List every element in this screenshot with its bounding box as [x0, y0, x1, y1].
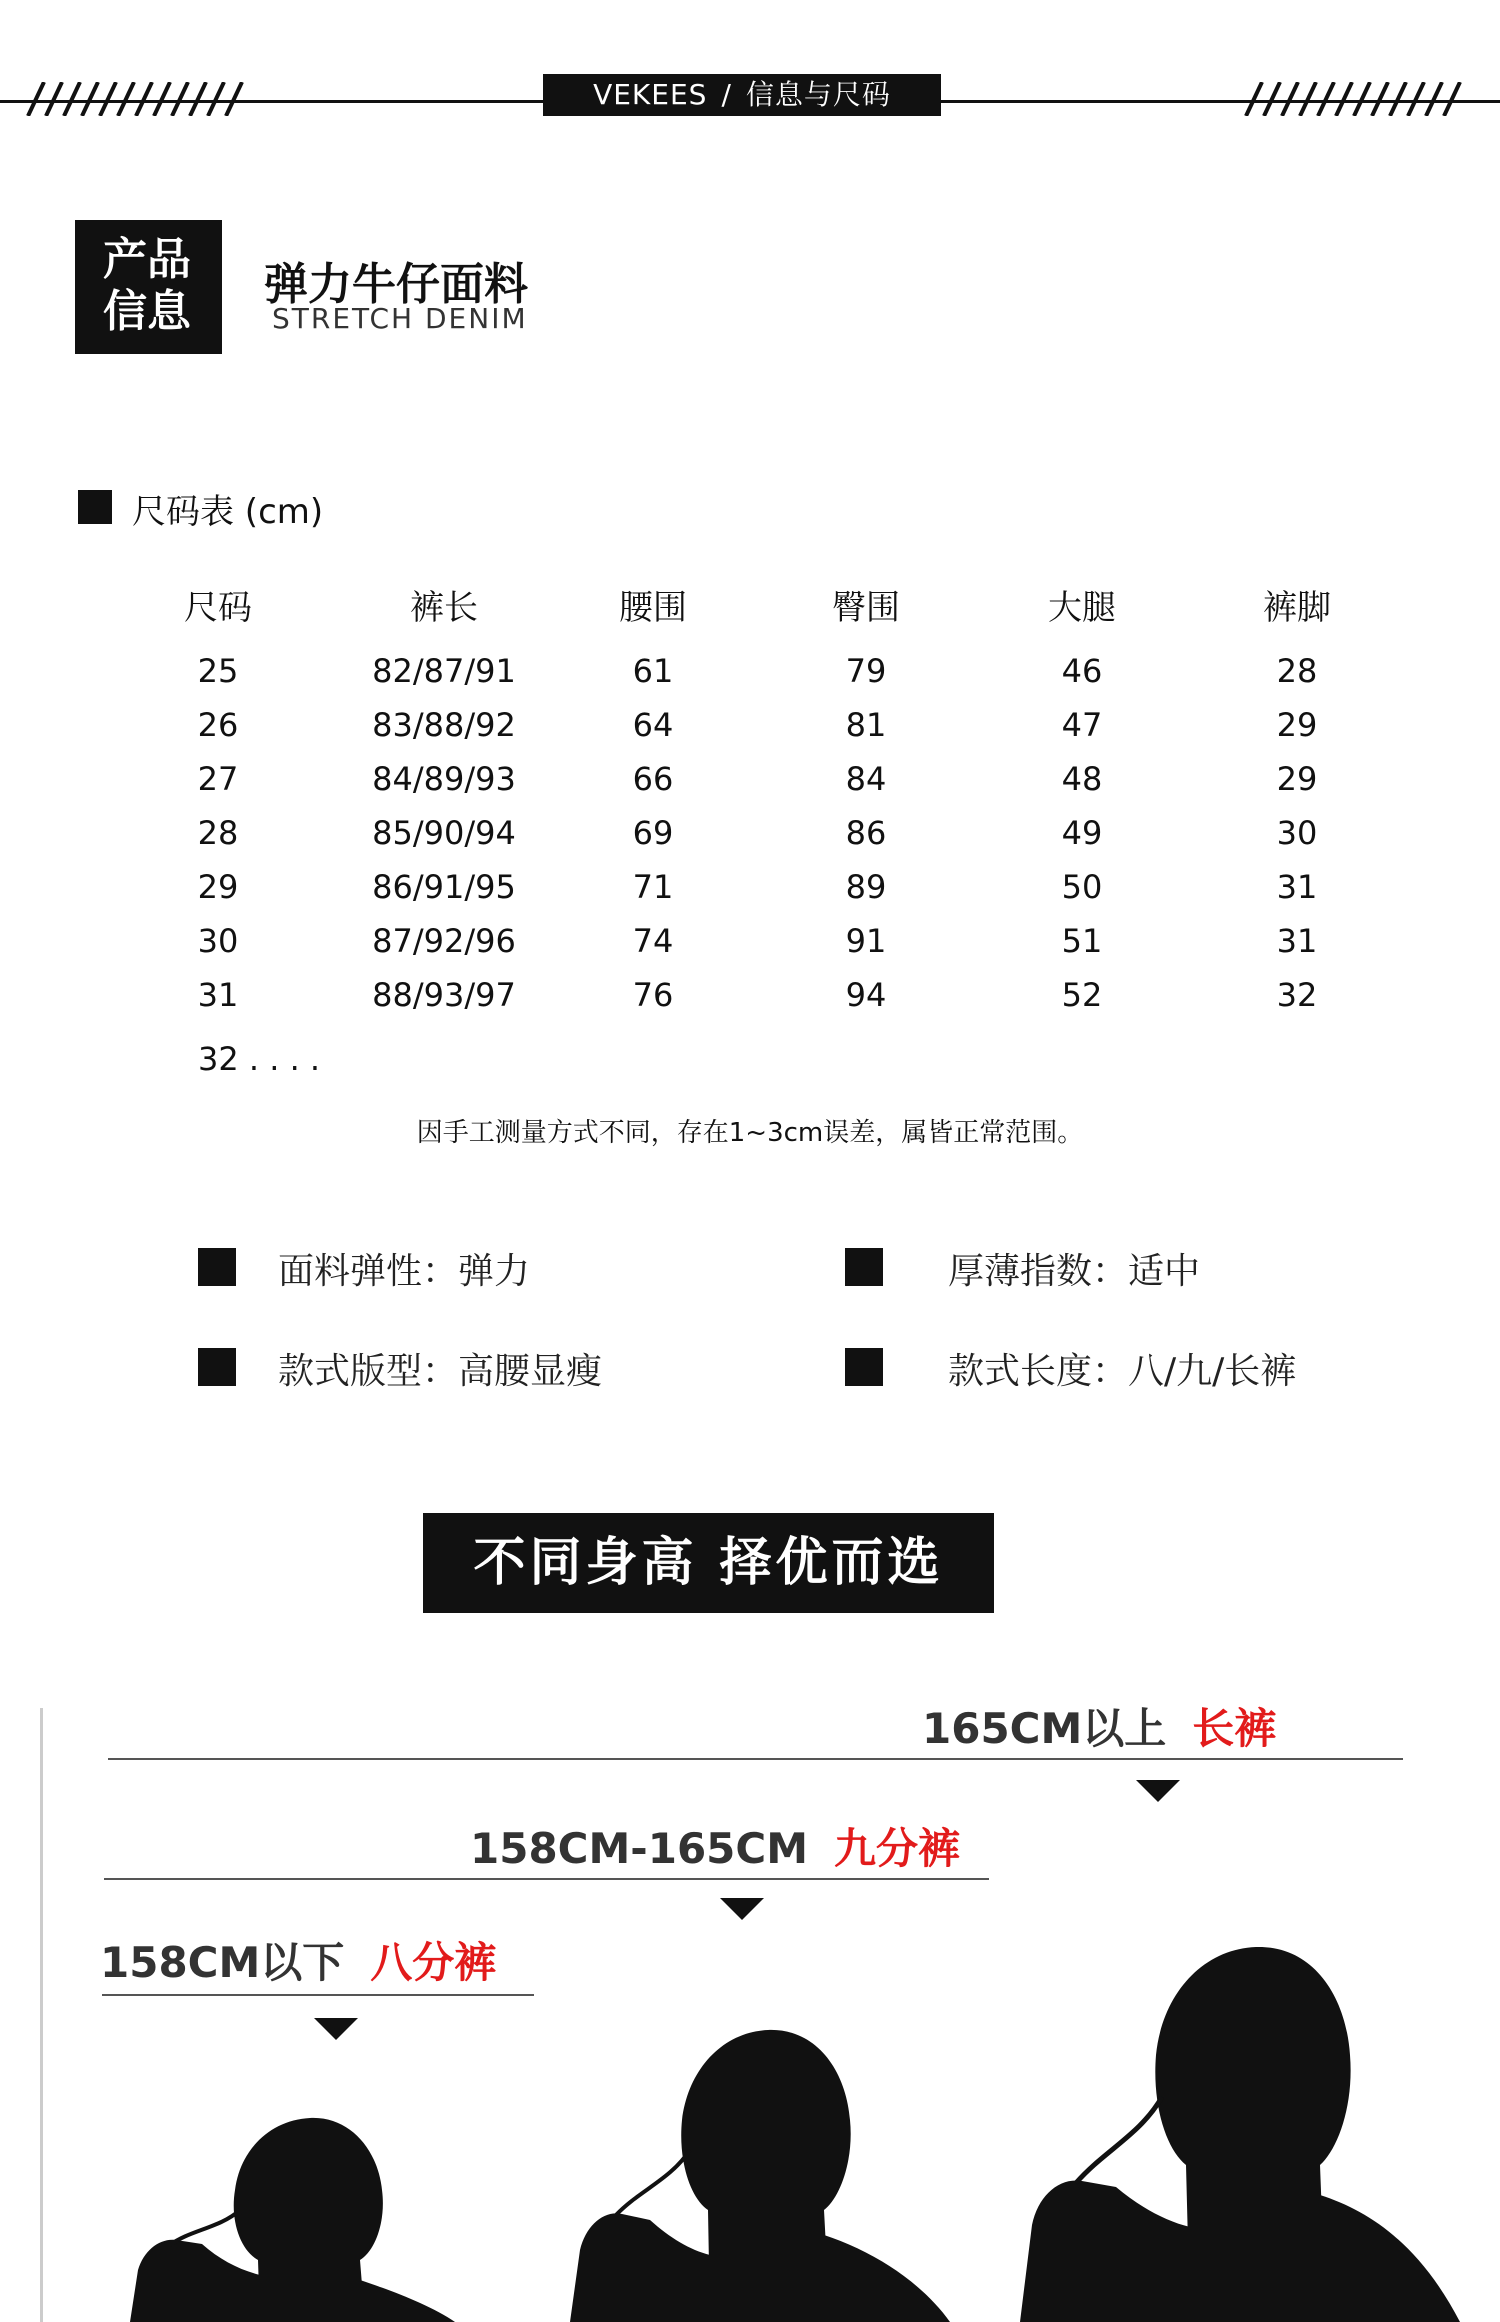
table-cell: 61: [632, 652, 674, 690]
table-cell: 31: [197, 976, 239, 1014]
table-row-last: 32 . . . .: [198, 1040, 321, 1078]
table-cell: 81: [845, 706, 887, 744]
table-cell: 28: [197, 814, 239, 852]
feature-fit: 款式版型：高腰显瘦: [278, 1351, 603, 1392]
table-cell: 29: [1276, 706, 1318, 744]
table-cell: 69: [632, 814, 674, 852]
table-cell: 28: [1276, 652, 1318, 690]
hatch-decoration-left: [18, 82, 248, 116]
arrow-down-icon: [720, 1898, 764, 1920]
table-cell: 84: [845, 760, 887, 798]
hatch-decoration-right: [1240, 82, 1480, 116]
brand-name: VEKEES: [593, 78, 708, 111]
table-cell: 49: [1061, 814, 1103, 852]
table-cell: 71: [632, 868, 674, 906]
size-chart-bullet-icon: [78, 490, 112, 524]
guide-line-short: [102, 1994, 534, 1996]
column-header-thigh: 大腿: [1048, 588, 1116, 628]
guide-vertical-rule: [40, 1708, 43, 2322]
height-label-tall: [922, 1696, 1276, 1756]
table-cell: 87/92/96: [372, 922, 516, 960]
product-info-box: [75, 220, 222, 354]
table-cell: 94: [845, 976, 887, 1014]
table-cell: 84/89/93: [372, 760, 516, 798]
table-cell: 48: [1061, 760, 1103, 798]
table-cell: 26: [197, 706, 239, 744]
table-cell: 31: [1276, 868, 1318, 906]
table-cell: 88/93/97: [372, 976, 516, 1014]
column-header-size: 尺码: [184, 588, 252, 628]
table-cell: 86: [845, 814, 887, 852]
height-label-mid: [470, 1816, 960, 1876]
guide-line-mid: [104, 1878, 989, 1880]
table-cell: 50: [1061, 868, 1103, 906]
measurement-note: 因手工测量方式不同，存在1~3cm误差，属皆正常范围。: [416, 1118, 1084, 1148]
height-label-short: [100, 1930, 496, 1990]
column-header-hip: 臀围: [832, 588, 900, 628]
column-header-length: 裤长: [410, 588, 478, 628]
woman-silhouette-tall: [990, 1925, 1470, 2322]
table-cell: 27: [197, 760, 239, 798]
size-chart-title: 尺码表 (cm): [132, 492, 324, 532]
table-cell: 76: [632, 976, 674, 1014]
header-badge: [543, 74, 941, 116]
feature-thickness: 厚薄指数：适中: [948, 1251, 1201, 1292]
feature-length: 款式长度：八/九/长裤: [948, 1351, 1297, 1392]
table-cell: 91: [845, 922, 887, 960]
table-cell: 82/87/91: [372, 652, 516, 690]
height-range-mid: 158CM-165CM: [470, 1824, 809, 1873]
table-cell: 32: [1276, 976, 1318, 1014]
arrow-down-icon: [314, 2018, 358, 2040]
product-info-box-line1: 产品: [103, 234, 191, 285]
table-cell: 85/90/94: [372, 814, 516, 852]
pants-style-tall: 长裤: [1192, 1704, 1277, 1753]
feature-elasticity: 面料弹性：弹力: [278, 1251, 531, 1292]
feature-bullet-icon: [198, 1248, 236, 1286]
table-cell: 30: [197, 922, 239, 960]
table-cell: 25: [197, 652, 239, 690]
feature-bullet-icon: [845, 1248, 883, 1286]
table-cell: 29: [197, 868, 239, 906]
pants-style-short: 八分裤: [370, 1938, 497, 1987]
table-cell: 79: [845, 652, 887, 690]
height-range-tall: 165CM以上: [922, 1704, 1167, 1753]
table-cell: 86/91/95: [372, 868, 516, 906]
column-header-hem: 裤脚: [1263, 588, 1331, 628]
arrow-down-icon: [1136, 1780, 1180, 1802]
product-title: 弹力牛仔面料: [264, 259, 528, 310]
pants-style-mid: 九分裤: [834, 1824, 961, 1873]
table-cell: 30: [1276, 814, 1318, 852]
table-cell: 52: [1061, 976, 1103, 1014]
product-info-box-line2: 信息: [103, 286, 191, 337]
table-cell: 74: [632, 922, 674, 960]
table-cell: 47: [1061, 706, 1103, 744]
guide-line-tall: [108, 1758, 1403, 1760]
table-cell: 64: [632, 706, 674, 744]
height-range-short: 158CM以下: [100, 1938, 345, 1987]
table-cell: 66: [632, 760, 674, 798]
table-cell: 29: [1276, 760, 1318, 798]
header-separator: /: [721, 78, 732, 111]
table-cell: 51: [1061, 922, 1103, 960]
feature-bullet-icon: [198, 1348, 236, 1386]
height-guide-banner: 不同身高 择优而选: [423, 1513, 994, 1613]
woman-silhouette-short: [110, 2110, 470, 2322]
header-title: 信息与尺码: [745, 78, 891, 111]
table-cell: 83/88/92: [372, 706, 516, 744]
table-cell: 89: [845, 868, 887, 906]
woman-silhouette-mid: [540, 2010, 960, 2322]
table-cell: 31: [1276, 922, 1318, 960]
feature-bullet-icon: [845, 1348, 883, 1386]
table-cell: 46: [1061, 652, 1103, 690]
column-header-waist: 腰围: [619, 588, 687, 628]
product-subtitle: STRETCH DENIM: [272, 302, 528, 335]
